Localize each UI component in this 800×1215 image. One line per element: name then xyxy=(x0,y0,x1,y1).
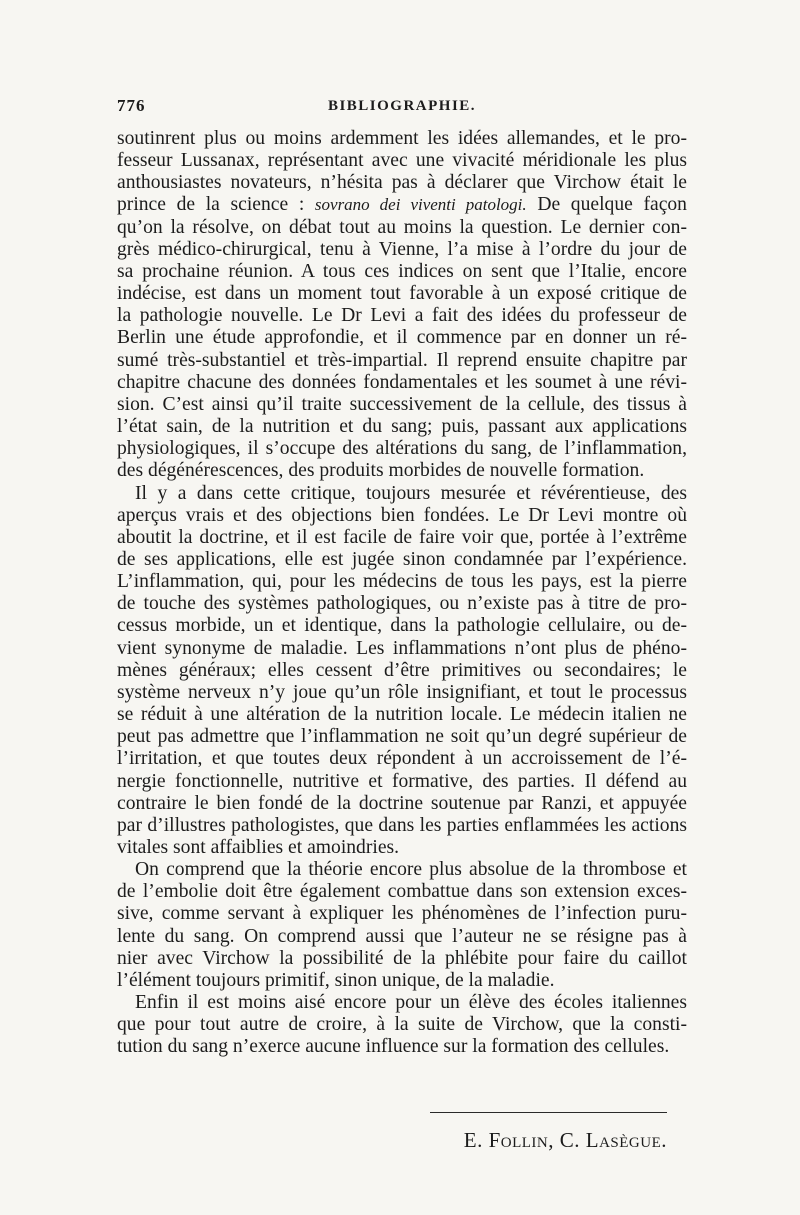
text-line: sa prochaine réunion. A tous ces indices on sent que l’Italie, encore xyxy=(117,260,687,282)
text-line: sumé très-substantiel et très-impartial. Il reprend ensuite chapitre par xyxy=(117,349,687,371)
text-line: anthousiastes novateurs, n’hésita pas à déclarer que Virchow était le xyxy=(117,172,687,194)
text-line: peut pas admettre que l’inflammation ne soit qu’un degré supérieur de xyxy=(117,726,687,748)
text-line: Il y a dans cette critique, toujours mesurée et révérentieuse, des xyxy=(135,482,687,504)
text-segment: prince de la science : xyxy=(117,194,315,216)
text-line: la pathologie nouvelle. Le Dr Levi a fait des idées du professeur de xyxy=(117,305,687,327)
text-line: Enfin il est moins aisé encore pour un élève des écoles italiennes xyxy=(135,992,687,1014)
running-title: BIBLIOGRAPHIE. xyxy=(327,98,477,114)
text-line: qu’on la résolve, on débat tout au moins la question. Le dernier con- xyxy=(117,216,687,238)
text-line: sive, comme servant à expliquer les phénomènes de l’infection puru- xyxy=(117,903,687,925)
text-line: de ses applications, elle est jugée sinon condamnée par l’expérience. xyxy=(117,548,687,570)
text-line: On comprend que la théorie encore plus absolue de la thrombose et xyxy=(135,859,687,881)
text-line: des dégénérescences, des produits morbides de nouvelle formation. xyxy=(117,460,645,482)
text-line: de touche des systèmes pathologiques, ou n’existe pas à titre de pro- xyxy=(117,593,687,615)
text-line: aboutit la doctrine, et il est facile de faire voir que, portée à l’extrême xyxy=(117,526,687,548)
text-segment: De quelque façon xyxy=(526,194,687,216)
text-line: l’élément toujours primitif, sinon unique, de la maladie. xyxy=(117,969,555,991)
running-head xyxy=(117,96,687,120)
text-line: nergie fonctionnelle, nutritive et formative, des parties. Il défend au xyxy=(117,770,687,792)
text-line: Berlin une étude approfondie, et il commence par en donner un ré- xyxy=(117,327,687,349)
text-line: de l’embolie doit être également combattue dans son extension exces- xyxy=(117,881,687,903)
text-line: que pour tout autre de croire, à la suite de Virchow, que la consti- xyxy=(117,1014,687,1036)
text-line: nier avec Virchow la possibilité de la phlébite pour faire du caillot xyxy=(117,947,687,969)
text-line: grès médico-chirurgical, tenu à Vienne, l’a mise à l’ordre du jour de xyxy=(117,238,687,260)
text-line: lente du sang. On comprend aussi que l’auteur ne se résigne pas à xyxy=(117,925,687,947)
text-line: indécise, est dans un moment tout favorable à un exposé critique de xyxy=(117,283,687,305)
text-line: vitales sont affaiblies et amoindries. xyxy=(117,837,400,858)
signature: E. Follin, C. Lasègue. xyxy=(463,1128,667,1152)
text-line: mènes généraux; elles cessent d’être primitives ou secondaires; le xyxy=(117,659,687,681)
text-line: physiologiques, il s’occupe des altérations du sang, de l’inflammation, xyxy=(117,438,687,460)
text-line: sion. C’est ainsi qu’il traite successivement de la cellule, des tissus à xyxy=(117,393,687,415)
text-line: aperçus vrais et des objections bien fondées. Le Dr Levi montre où xyxy=(117,504,687,526)
text-line: tution du sang n’exerce aucune influence sur la formation des cellules. xyxy=(117,1036,670,1058)
text-line: système nerveux n’y joue qu’un rôle insignifiant, et tout le processus xyxy=(117,681,687,703)
text-line xyxy=(117,194,687,216)
text-line: l’état sain, de la nutrition et du sang; puis, passant aux applications xyxy=(117,416,687,438)
text-line: fesseur Lussanax, représentant avec une vivacité méridionale les plus xyxy=(117,150,687,172)
text-line: L’inflammation, qui, pour les médecins de tous les pays, est la pierre xyxy=(117,571,687,593)
text-line: cessus morbide, un et identique, dans la pathologie cellulaire, ou de- xyxy=(117,615,687,637)
text-line: l’irritation, et que toutes deux répondent à un accroissement de l’é- xyxy=(117,748,687,770)
text-line: chapitre chacune des données fondamentales et les soumet à une révi- xyxy=(117,371,687,393)
text-line: se réduit à une altération de la nutrition locale. Le médecin italien ne xyxy=(117,704,687,726)
page-number: 776 xyxy=(117,96,146,115)
italic-quote: sovrano dei viventi patologi. xyxy=(314,195,527,215)
text-line: soutinrent plus ou moins ardemment les idées allemandes, et le pro- xyxy=(117,128,687,149)
signature-rule xyxy=(430,1112,667,1113)
text-line: contraire le bien fondé de la doctrine soutenue par Ranzi, et appuyée xyxy=(117,792,687,814)
text-line: vient synonyme de maladie. Les inflammations n’ont plus de phéno- xyxy=(117,637,687,659)
text-line: par d’illustres pathologistes, que dans les parties enflammées les actions xyxy=(117,814,687,836)
body-text xyxy=(117,128,687,1059)
